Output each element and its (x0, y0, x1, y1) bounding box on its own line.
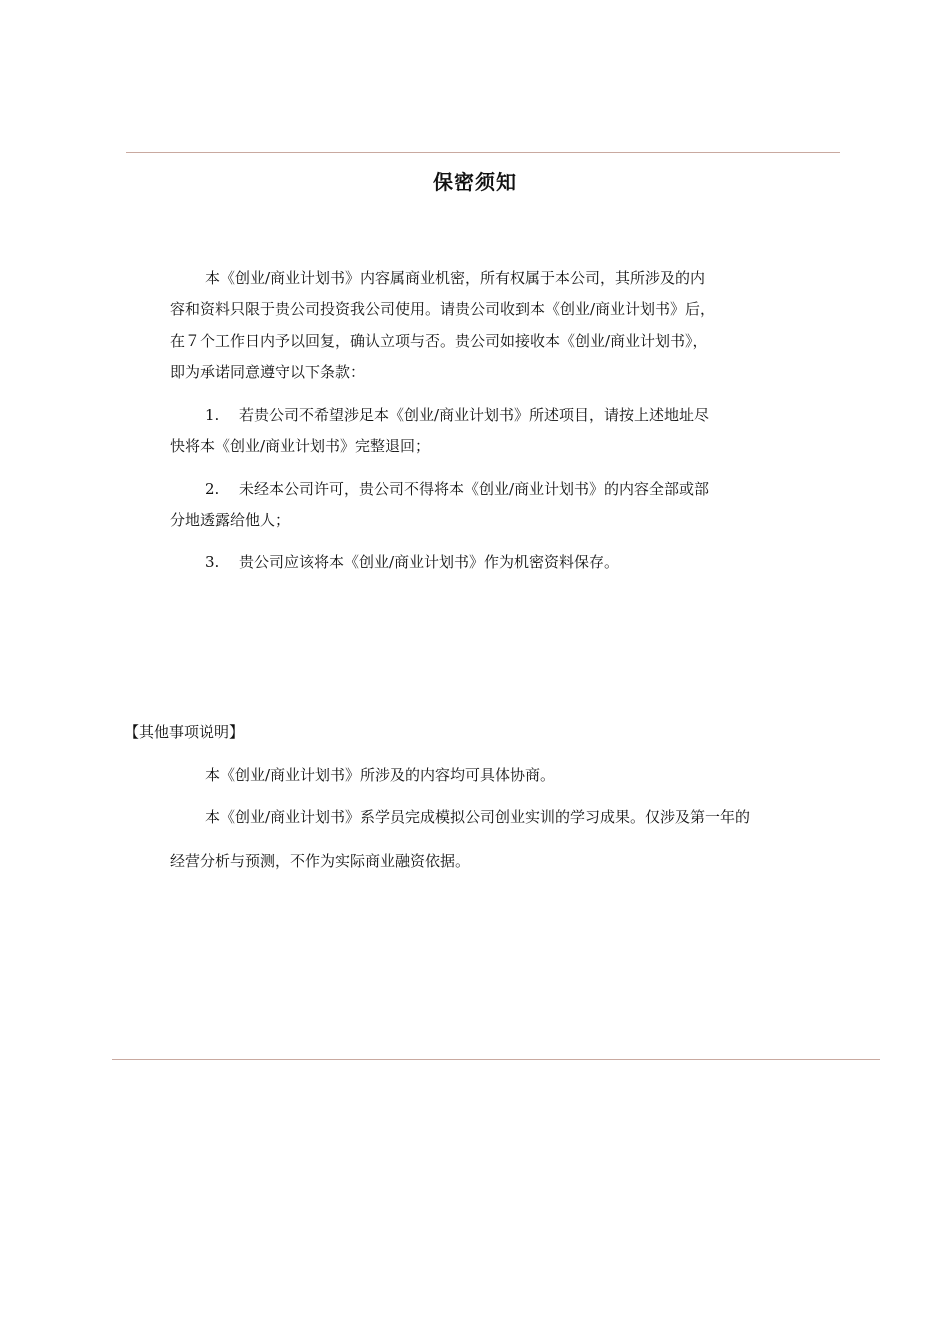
term-number: 3. (205, 553, 220, 571)
term-number: 1. (205, 406, 220, 424)
intro-line: 在７个工作日内予以回复，确认立项与否。贵公司如接收本《创业/商业计划书》， (170, 332, 708, 350)
term-text: 未经本公司许可，贵公司不得将本《创业/商业计划书》的内容全部或部 (239, 480, 710, 498)
notes-paragraph-2: 本《创业/商业计划书》系学员完成模拟公司创业实训的学习成果。仅涉及第一年的 (205, 808, 751, 826)
term-text: 贵公司应该将本《创业/商业计划书》作为机密资料保存。 (239, 553, 620, 571)
term-item-1 (205, 405, 709, 425)
notes-paragraph-2-continued: 经营分析与预测，不作为实际商业融资依据。 (170, 852, 471, 870)
page-title: 保密须知 (433, 170, 517, 194)
term-text-continued: 分地透露给他人； (170, 511, 291, 529)
term-text: 若贵公司不希望涉足本《创业/商业计划书》所述项目，请按上述地址尽 (239, 406, 710, 424)
intro-line: 本《创业/商业计划书》内容属商业机密，所有权属于本公司，其所涉及的内 (205, 269, 706, 287)
bottom-divider (112, 1059, 880, 1060)
term-item-3 (205, 552, 619, 572)
term-item-2 (205, 479, 709, 499)
term-number: 2. (205, 480, 220, 498)
term-text-continued: 快将本《创业/商业计划书》完整退回； (170, 437, 431, 455)
intro-line: 容和资料只限于贵公司投资我公司使用。请贵公司收到本《创业/商业计划书》后， (170, 300, 716, 318)
intro-line: 即为承诺同意遵守以下条款： (170, 363, 366, 381)
top-divider (126, 152, 840, 153)
notes-paragraph-1: 本《创业/商业计划书》所涉及的内容均可具体协商。 (205, 766, 556, 784)
notes-heading: 【其他事项说明】 (124, 723, 245, 741)
